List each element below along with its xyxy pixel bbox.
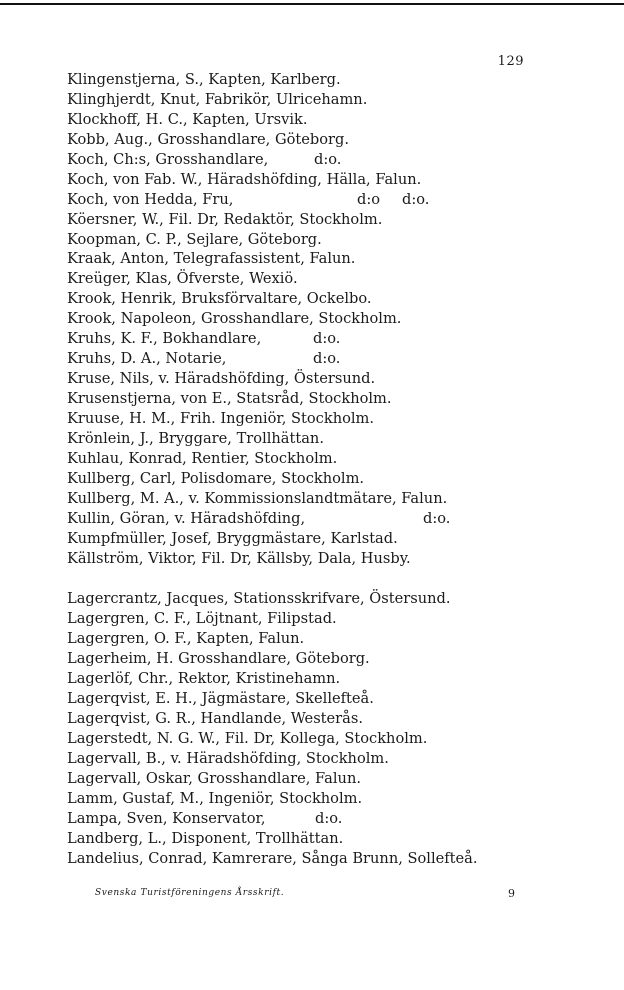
list-item: Landberg, L., Disponent, Trollhättan. [67,829,344,847]
list-item: Landelius, Conrad, Kamrerare, Sånga Brunn, Sollefteå. [67,849,478,867]
list-item: Lagerqvist, E. H., Jägmästare, Skellefteå. [67,690,374,708]
list-item: Kraak, Anton, Telegrafassistent, Falun. [67,250,356,268]
list-item: Klingenstjerna, S., Kapten, Karlberg. [67,71,341,88]
signature-mark: 9 [508,887,515,900]
list-item: Köersner, W., Fil. Dr, Redaktör, Stockholm. [67,210,383,228]
member-list [67,70,507,869]
list-item: Lagercrantz, Jacques, Stationsskrifvare, Östersund. [67,590,451,608]
ditto-mark: d:o. [423,509,451,527]
list-item: Kullberg, Carl, Polisdomare, Stockholm. [67,469,365,487]
list-item: Kobb, Aug., Grosshandlare, Göteborg. [67,130,349,148]
list-item: Lampa, Sven, Konservator, d:o. [67,809,343,827]
ditto-mark: d:o [357,190,381,208]
list-item: Kruhs, K. F., Bokhandlare, d:o. [67,330,341,348]
list-item: Lagerstedt, N. G. W., Fil. Dr, Kollega, Stockholm. [67,730,428,747]
list-item: Lagervall, Oskar, Grosshandlare, Falun. [67,769,361,787]
section-gap [67,568,507,589]
list-item: Klinghjerdt, Knut, Fabrikör, Ulricehamn. [67,90,368,108]
list-item: Lagervall, B., v. Häradshöfding, Stockholm. [67,749,389,767]
page-number: 129 [497,54,524,69]
journal-footer: Svenska Turistföreningens Årsskrift. [95,888,285,898]
ditto-mark: d:o. [313,350,341,368]
list-item: Lagergren, O. F., Kapten, Falun. [67,630,305,648]
ditto-mark: d:o. [314,150,342,168]
list-item: Kruhs, D. A., Notarie, d:o. [67,350,341,368]
list-item: Kruse, Nils, v. Häradshöfding, Östersund. [67,370,376,388]
list-item: Koch, Ch:s, Grosshandlare, d:o. [67,150,342,168]
list-item: Krönlein, J., Bryggare, Trollhättan. [67,429,324,447]
list-item: Lamm, Gustaf, M., Ingeniör, Stockholm. [67,789,363,807]
list-item: Lagergren, C. F., Löjtnant, Filipstad. [67,610,337,628]
ditto-mark: d:o. [313,330,341,348]
list-item: Kruuse, H. M., Frih. Ingeniör, Stockholm. [67,409,375,427]
list-item: Källström, Viktor, Fil. Dr, Källsby, Dala, Husby. [67,549,411,567]
list-item: Lagerlöf, Chr., Rektor, Kristinehamn. [67,670,341,688]
list-item: Lagerheim, H. Grosshandlare, Göteborg. [67,650,370,668]
list-item: Koch, von Fab. W., Häradshöfding, Hälla, Falun. [67,170,422,188]
list-item: Lagerqvist, G. R., Handlande, Westerås. [67,710,363,728]
list-item: Koch, von Hedda, Fru, d:o d:o. [67,190,430,208]
ditto-mark: d:o. [402,190,430,208]
list-item: Krook, Henrik, Bruksförvaltare, Ockelbo. [67,290,372,308]
list-item: Kreüger, Klas, Öfverste, Wexiö. [67,270,298,288]
list-item: Koopman, C. P., Sejlare, Göteborg. [67,230,322,248]
list-item: Kullberg, M. A., v. Kommissionslandtmätare, Falun. [67,489,448,507]
top-rule [0,3,624,5]
list-item: Kumpfmüller, Josef, Bryggmästare, Karlstad. [67,529,398,547]
list-item: Krusenstjerna, von E., Statsråd, Stockholm. [67,390,392,407]
list-item: Kuhlau, Konrad, Rentier, Stockholm. [67,449,338,467]
list-item: Kullin, Göran, v. Häradshöfding, d:o. [67,509,451,527]
list-item: Krook, Napoleon, Grosshandlare, Stockholm. [67,310,402,328]
ditto-mark: d:o. [315,809,343,827]
list-item: Klockhoff, H. C., Kapten, Ursvik. [67,110,308,128]
